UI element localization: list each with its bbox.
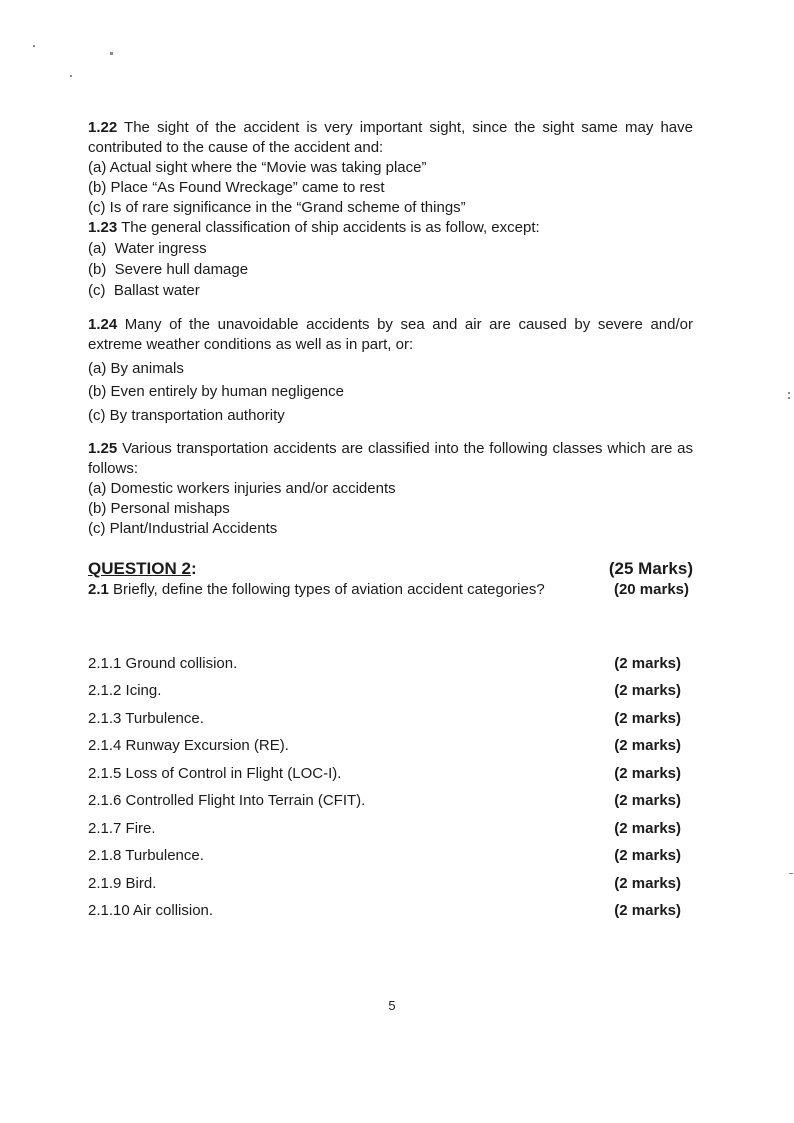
option-line: (a) By animals [88,359,184,377]
item-label: 2.1.6 Controlled Flight Into Terrain (CFIT). [88,792,366,809]
option-line: (b) Personal mishaps [88,499,230,517]
question-number: 1.23 [88,219,118,236]
question-text: The sight of the accident is very important sight, since the sight same may have contributed to the cause of the accident and: [88,119,693,156]
item-marks: (2 marks) [614,874,681,892]
item-label: 2.1.9 Bird. [88,874,157,892]
scan-speck [70,75,72,77]
scan-speck [788,392,790,394]
scan-speck [110,52,113,55]
item-marks: (2 marks) [614,819,681,837]
item-marks: (2 marks) [614,847,681,864]
item-marks: (2 marks) [614,764,681,782]
scan-speck [33,45,35,47]
question-number: 1.25 [88,439,118,457]
option-line: (b) Even entirely by human negligence [88,383,344,400]
option-line: (b) Severe hull damage [88,261,249,278]
item-marks: (2 marks) [614,902,681,919]
page-content [88,118,693,929]
question-text: Briefly, define the following types of aviation accident categories? [113,580,545,598]
item-label: 2.1.2 Icing. [88,682,162,699]
page-number: 5 [388,998,396,1013]
question2-heading [88,558,197,580]
question-1-22 [88,118,693,218]
item-row [88,764,693,784]
question-text: The general classification of ship accidents is as follow, except: [121,219,540,236]
question-number: 2.1 [88,580,109,598]
option-line: (a) Domestic workers injuries and/or accidents [88,479,396,497]
question-1-24 [88,315,693,426]
question2-intro [88,580,545,600]
item-row [88,846,693,866]
question2-intro-marks: (20 marks) [613,580,689,598]
item-row [88,681,693,701]
item-marks: (2 marks) [614,682,681,699]
item-row [88,791,693,811]
item-marks: (2 marks) [614,737,681,754]
option-line: (a) Water ingress [88,240,207,257]
scan-speck [788,397,790,399]
question2-heading-colon: : [190,558,197,578]
question-paragraph [88,218,693,238]
option-line: (a) Actual sight where the “Movie was taking place” [88,159,427,176]
item-marks: (2 marks) [614,654,681,672]
question-paragraph [88,315,693,355]
option-line: (c) By transportation authority [88,406,285,424]
item-row [88,736,693,756]
item-label: 2.1.8 Turbulence. [88,847,204,864]
item-label: 2.1.1 Ground collision. [88,654,238,672]
question2-heading-row [88,558,693,580]
item-label: 2.1.3 Turbulence. [88,709,204,727]
question2-total-marks: (25 Marks) [608,558,693,578]
question-text: Various transportation accidents are classified into the following classes which are as follows: [88,439,693,477]
item-marks: (2 marks) [614,709,681,727]
option-line: (b) Place “As Found Wreckage” came to rest [88,179,385,196]
item-label: 2.1.10 Air collision. [88,902,214,919]
question2-item-list [88,654,693,922]
item-row [88,654,693,674]
item-row [88,901,693,921]
option-line: (c) Is of rare significance in the “Grand scheme of things” [88,199,466,216]
item-label: 2.1.7 Fire. [88,819,156,837]
question2-intro-row [88,580,693,600]
option-line: (c) Plant/Industrial Accidents [88,519,278,537]
item-label: 2.1.5 Loss of Control in Flight (LOC-I). [88,764,342,782]
question-1-23 [88,218,693,301]
option-line: (c) Ballast water [88,282,200,299]
question-text: Many of the unavoidable accidents by sea and air are caused by severe and/or extreme weather conditions as well as in part, or: [88,316,693,353]
item-row [88,709,693,729]
question-paragraph [88,439,693,479]
question-paragraph [88,118,693,158]
item-row [88,819,693,839]
scan-speck [789,873,793,874]
question-number: 1.22 [88,119,118,136]
item-marks: (2 marks) [614,792,681,809]
question-number: 1.24 [88,316,118,333]
question2-heading-text: QUESTION 2 [88,558,191,578]
question-1-25 [88,439,693,539]
item-label: 2.1.4 Runway Excursion (RE). [88,737,289,754]
item-row [88,874,693,894]
